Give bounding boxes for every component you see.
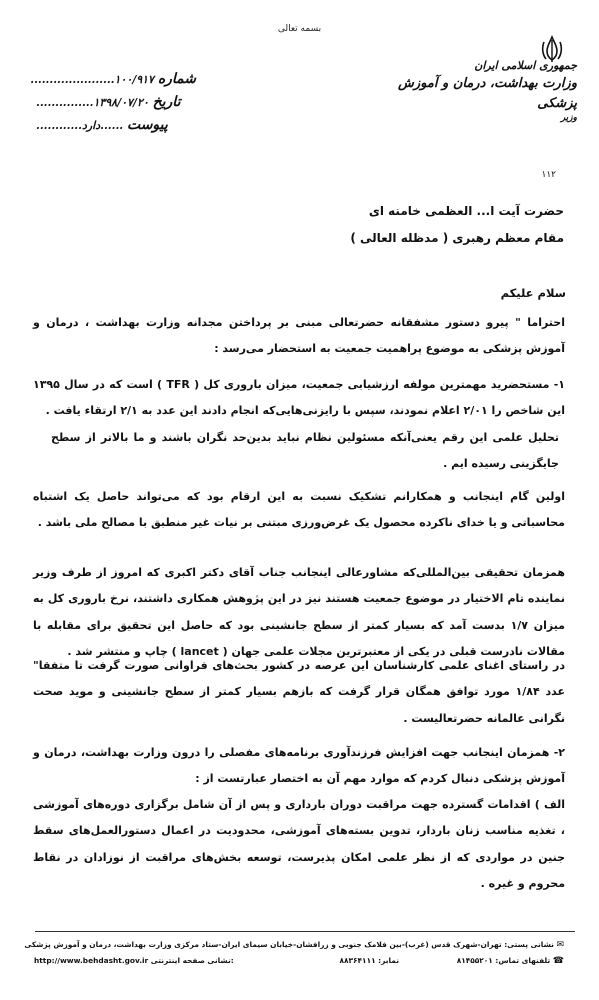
ref-number-value: ۱۰۰/۹۱۷...................... (30, 73, 154, 86)
body-paragraph-item-1: ۱- مستحضرید مهمترین مولفه ارزشیابی جمعیت، میزان باروری کل ( TFR ) است که در سال ۱۳۹۵ این شاخص را ۲/۰۱ اعلام نمودند، سپس با رایزنی‌هایی‌که انجام دادند این عدد به ۲/۱ ارتقاء یافت . (33, 378, 566, 418)
basmala-heading: بسمه تعالی (277, 24, 322, 34)
body-paragraph-item-2: ۲- همزمان اینجانب جهت افزایش فرزندآوری برنامه‌های مفصلی را درون وزارت بهداشت، درمان و آموزش پزشکی دنبال کردم که موارد مهم آن به اختصار عبارتست از : (33, 746, 565, 786)
minister-title: وزیر (560, 113, 577, 123)
ref-attachment-row (36, 114, 196, 137)
envelope-icon: ✉ (556, 940, 564, 950)
country-name: جمهوری اسلامی ایران (474, 59, 577, 72)
ministry-name: وزارت بهداشت، درمان و آموزش پزشکی (398, 76, 577, 111)
ref-number-row (30, 68, 196, 91)
footer-phone: ☎ تلفنهای تماس: ۸۱۴۵۵۲۰۱ (456, 956, 564, 966)
ref-attachment-label: پیوست (126, 117, 168, 133)
body-paragraph-item-alef: الف ) اقدامات گسترده جهت مراقبت دوران بارداری و پس از آن شامل برگزاری دوره‌های آموزشی ، تغذیه مناسب زنان باردار، تدوین بسته‌های آموزشی، محدودیت در اعمال دستورالعمل‌های سقط جنین در مواردی که از نظر علمی امکان پذیرست، توسعه بخش‌های مراقبت از نوزادان در نقاط محروم و غیره . (33, 798, 565, 890)
footer-address: ✉ نشانی پستی: تهران-شهرک قدس (غرب)-بین فلامک جنوبی و زرافشان-خیابان سیمای ایران-ستاد مرکزی وزارت بهداشت، درمان و آموزش پزشکی (24, 940, 564, 950)
footer-website (34, 956, 234, 965)
recipient-line-1: حضرت آیت ا... العظمی خامنه ای (368, 204, 564, 218)
ref-date-row (36, 91, 196, 114)
ref-date-value: ۱۳۹۸/۰۷/۲۰............... (36, 96, 149, 109)
phone-icon: ☎ (552, 956, 564, 966)
recipient-line-2: مقام معظم رهبری ( مدظله العالی ) (350, 231, 564, 245)
website-label: نشانی صفحه اینترنتی: (150, 956, 234, 965)
footer-divider (35, 931, 575, 932)
ref-number-label: شماره (157, 71, 196, 87)
reference-block (30, 68, 196, 137)
footer-fax: نمابر: ۸۸۳۶۴۱۱۱ (339, 956, 399, 965)
body-paragraph-research: همزمان تحقیقی بین‌المللی‌که مشاورعالی اینجانب جناب آقای دکتر اکبری که امروز از طرف وزیر نماینده تام الاختیار در موضوع جمعیت هستند نیز در این پژوهش همکاری داشتند، نرخ باروری کل به میزان ۱/۷ بدست آمد که بسیار کمتر از سطح جانشینی بود که حاصل این تحقیق برای مقابله با مقالات نادرست قبلی در یکی از معتبرترین مجلات علمی جهان ( lancet ) چاپ و منتشر شد . (33, 566, 565, 658)
body-paragraph-first-step: اولین گام اینجانب و همکارانم تشکیک نسبت به این ارقام بود که می‌تواند حاصل یک اشتباه محاسباتی و یا خدای ناکرده محصول یک غرض‌ورزی مبتنی بر نیات غیر منطبق با مصالح ملی باشد . (33, 490, 565, 530)
body-paragraph-consensus: در راستای اغنای علمی کارشناسان این عرصه در کشور بحث‌های فراوانی صورت گرفت تا متفقا" عدد ۱/۸۴ مورد توافق همگان قرار گرفت که بازهم بسیار کمتر از سطح جانشینی و موید صحت نگرانی عالمانه حضرتعالیست . (33, 659, 565, 725)
body-paragraph-intro: احتراما " پیرو دستور مشفقانه حضرتعالی مبنی بر پرداختن مجدانه وزارت بهداشت ، درمان و آموزش پزشکی به موضوع پراهمیت جمعیت به استحضار می‌رسد : (33, 316, 565, 356)
greeting: سلام علیکم (500, 286, 566, 300)
ref-attachment-value: ......دارد............ (36, 119, 124, 132)
website-url[interactable]: http://www.behdasht.gov.ir (34, 956, 149, 965)
ref-date-label: تاریخ (152, 94, 181, 110)
ministry-signature-block (377, 58, 577, 124)
office-code: ۱۱۲ (541, 170, 556, 180)
body-paragraph-analysis: تحلیل علمی این رقم یعنی‌آنکه مسئولین نظام نباید بدین‌حد نگران باشند و ما بالاتر از سطح جایگزینی رسیده ایم . (51, 431, 559, 471)
